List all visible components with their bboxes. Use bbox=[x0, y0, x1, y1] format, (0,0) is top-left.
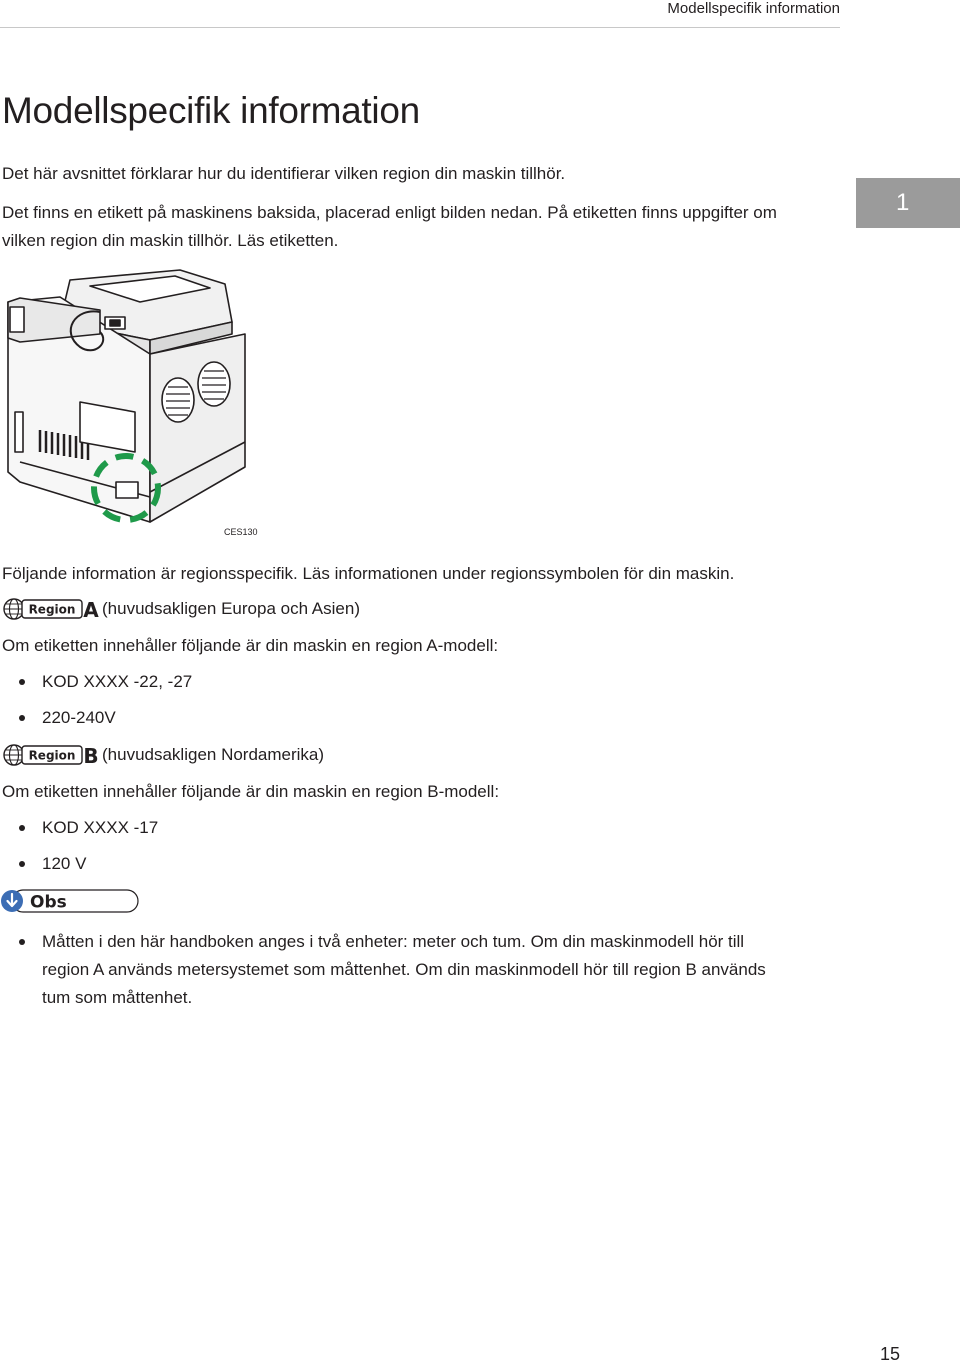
region-a-badge-letter: A bbox=[83, 598, 99, 621]
note-item bbox=[2, 928, 822, 1012]
note-line-3: tum som måttenhet. bbox=[42, 988, 193, 1007]
running-header: Modellspecifik information bbox=[667, 0, 840, 17]
region-b-item-1-text: KOD XXXX -17 bbox=[42, 818, 159, 837]
page-number: 15 bbox=[879, 1344, 900, 1364]
printer-rear-illustration bbox=[0, 262, 270, 542]
note-line-1: Måtten i den här handboken anges i två enheter: meter och tum. Om din maskinmodell hör till bbox=[42, 932, 745, 951]
region-b-label: (huvudsakligen Nordamerika) bbox=[102, 745, 325, 764]
page-title: Modellspecifik information bbox=[2, 90, 420, 131]
note-line-2: region A används metersystemet som måttenhet. Om din maskinmodell hör till region B används bbox=[42, 960, 766, 979]
region-b-item-2-text: 120 V bbox=[42, 854, 87, 873]
region-a-item-1-text: KOD XXXX -22, -27 bbox=[42, 672, 193, 691]
region-a-condition: Om etiketten innehåller följande är din maskin en region A-modell: bbox=[2, 636, 499, 655]
region-b-badge-letter: B bbox=[83, 744, 99, 767]
chapter-tab: 1 bbox=[856, 178, 960, 228]
obs-heading bbox=[0, 886, 140, 916]
region-b-badge-word: Region bbox=[28, 748, 76, 763]
region-b-condition: Om etiketten innehåller följande är din maskin en region B-modell: bbox=[2, 782, 500, 801]
region-a-label: (huvudsakligen Europa och Asien) bbox=[102, 599, 360, 618]
intro-paragraph-1: Det här avsnittet förklarar hur du identifierar vilken region din maskin tillhör. bbox=[2, 164, 566, 183]
header-rule bbox=[0, 27, 840, 28]
region-b-line bbox=[2, 741, 324, 769]
bullet-dot bbox=[19, 939, 25, 945]
region-a-badge-word: Region bbox=[28, 602, 76, 617]
intro-paragraph-2-line-1: Det finns en etikett på maskinens baksida, placerad enligt bilden nedan. På etiketten finns uppgifter om bbox=[2, 203, 777, 222]
region-a-item-2-text: 220-240V bbox=[42, 708, 116, 727]
intro-paragraph-2-line-2: vilken region din maskin tillhör. Läs etiketten. bbox=[2, 231, 339, 250]
bullet-dot bbox=[19, 715, 25, 721]
bullet-dot bbox=[19, 825, 25, 831]
figure-code: CES130 bbox=[224, 527, 258, 537]
region-intro: Följande information är regionsspecifik. Läs informationen under regionssymbolen för din maskin. bbox=[2, 564, 735, 583]
obs-label: Obs bbox=[30, 892, 67, 913]
region-a-badge bbox=[2, 597, 100, 621]
bullet-dot bbox=[19, 861, 25, 867]
bullet-dot bbox=[19, 679, 25, 685]
region-b-badge bbox=[2, 743, 100, 767]
region-a-line bbox=[2, 595, 360, 623]
